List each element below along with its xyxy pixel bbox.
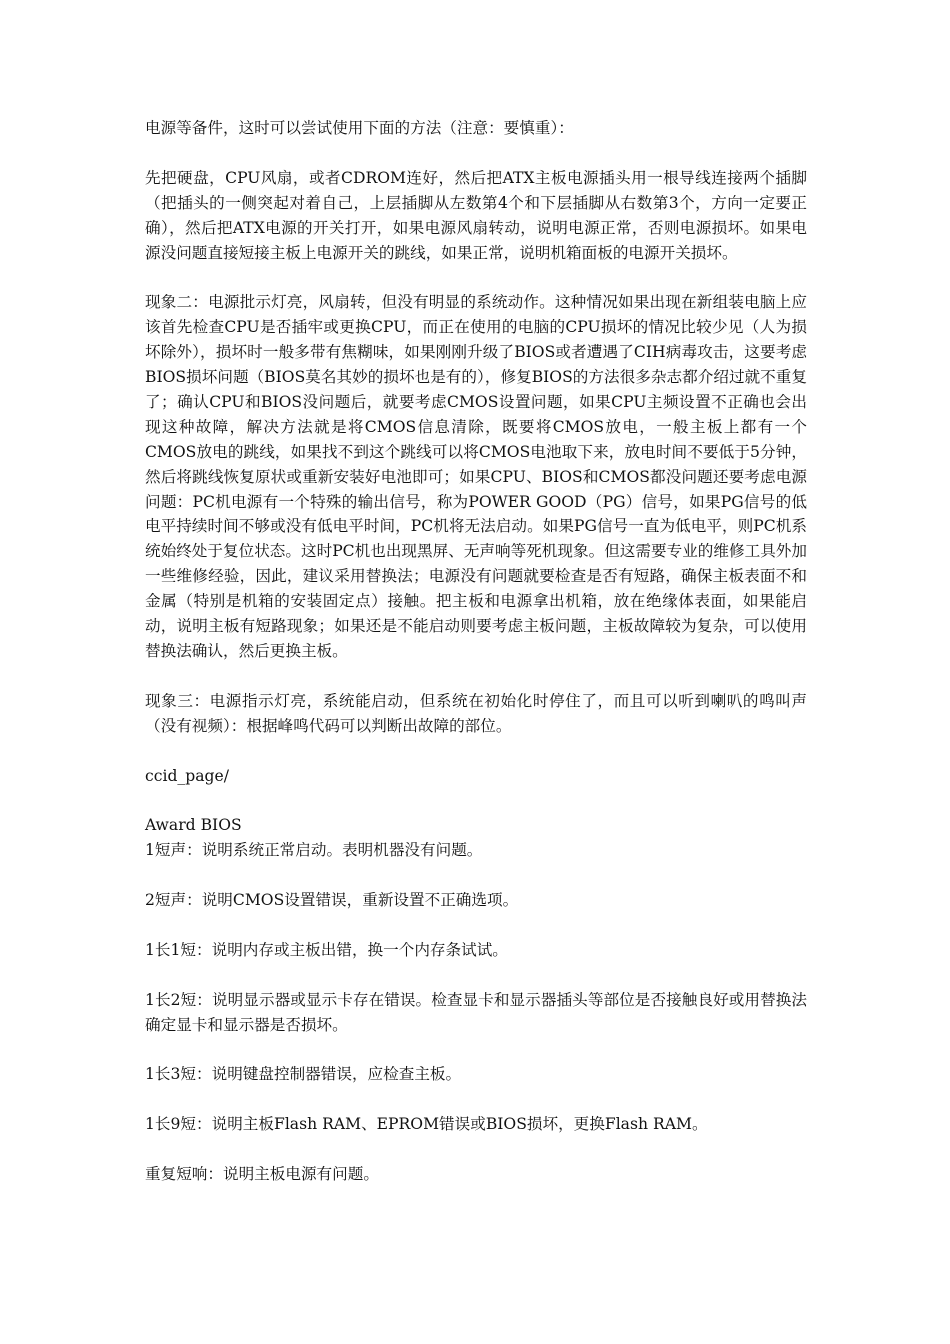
beep-code-1-short: 1短声：说明系统正常启动。表明机器没有问题。 bbox=[145, 841, 483, 860]
beep-code-1-long-1-short: 1长1短：说明内存或主板出错，换一个内存条试试。 bbox=[145, 940, 508, 959]
beep-code-1-long-2-short: 1长2短：说明显示器或显示卡存在错误。检查显卡和显示器插头等部位是否接触良好或用替换法确定显卡和显示器是否损坏。 bbox=[145, 990, 807, 1034]
beep-code-2-short: 2短声：说明CMOS设置错误，重新设置不正确选项。 bbox=[145, 891, 519, 909]
paragraph-symptom-three: 现象三：电源指示灯亮，系统能启动，但系统在初始化时停住了，而且可以听到喇叭的鸣叫声（没有视频）：根据峰鸣代码可以判断出故障的部位。 bbox=[145, 691, 807, 735]
document-page bbox=[145, 116, 807, 1212]
beep-code-1-long-3-short: 1长3短：说明键盘控制器错误，应检查主板。 bbox=[145, 1065, 462, 1084]
beep-code-1-long-9-short: 1长9短：说明主板Flash RAM、EPROM错误或BIOS损坏，更换Flash RAM。 bbox=[145, 1115, 708, 1134]
paragraph-atx-test: 先把硬盘，CPU风扇，或者CDROM连好，然后把ATX主板电源插头用一根导线连接两个插脚（把插头的一侧突起对着自己，上层插脚从左数第4个和下层插脚从右数第3个，方向一定要正确），然后把ATX电源的开关打开，如果电源风扇转动，说明电源正常，否则电源损坏。如果电源没问题直接短接主板上电源开关的跳线，如果正常，说明机箱面板的电源开关损坏。 bbox=[145, 168, 807, 262]
paragraph-symptom-two: 现象二：电源批示灯亮，风扇转，但没有明显的系统动作。这种情况如果出现在新组装电脑上应该首先检查CPU是否插牢或更换CPU，而正在使用的电脑的CPU损坏的情况比较少见（人为损坏除外），损坏时一般多带有焦糊味，如果刚刚升级了BIOS或者遭遇了CIH病毒攻击，这要考虑BIOS损坏问题（BIOS莫名其妙的损坏也是有的），修复BIOS的方法很多杂志都介绍过就不重复了；确认CPU和BIOS没问题后，就要考虑CMOS设置问题，如果CPU主频设置不正确也会出现这种故障，解决方法就是将CMOS信息清除，既要将CMOS放电，一般主板上都有一个CMOS放电的跳线，如果找不到这个跳线可以将CMOS电池取下来，放电时间不要低于5分钟，然后将跳线恢复原状或重新安装好电池即可；如果CPU、BIOS和CMOS都没问题还要考虑电源问题：PC机电源有一个特殊的输出信号，称为POWER GOOD（PG）信号，如果PG信号的低电平持续时间不够或没有低电平时间，PC机将无法启动。如果PG信号一直为低电平，则PC机系统始终处于复位状态。这时PC机也出现黑屏、无声响等死机现象。但这需要专业的维修工具外加一些维修经验，因此，建议采用替换法；电源没有问题就要检查是否有短路，确保主板表面不和金属（特别是机箱的安装固定点）接触。把主板和电源拿出机箱，放在绝缘体表面，如果能启动，说明主板有短路现象；如果还是不能启动则要考虑主板问题，主板故障较为复杂，可以使用替换法确认，然后更换主板。 bbox=[145, 293, 807, 660]
paragraph-intro: 电源等备件，这时可以尝试使用下面的方法（注意：要慎重）： bbox=[145, 119, 574, 137]
section-heading-award-bios: Award BIOS bbox=[145, 816, 242, 835]
page-marker: ccid_page/ bbox=[145, 766, 229, 785]
beep-code-repeated-short: 重复短响：说明主板电源有问题。 bbox=[145, 1164, 379, 1183]
